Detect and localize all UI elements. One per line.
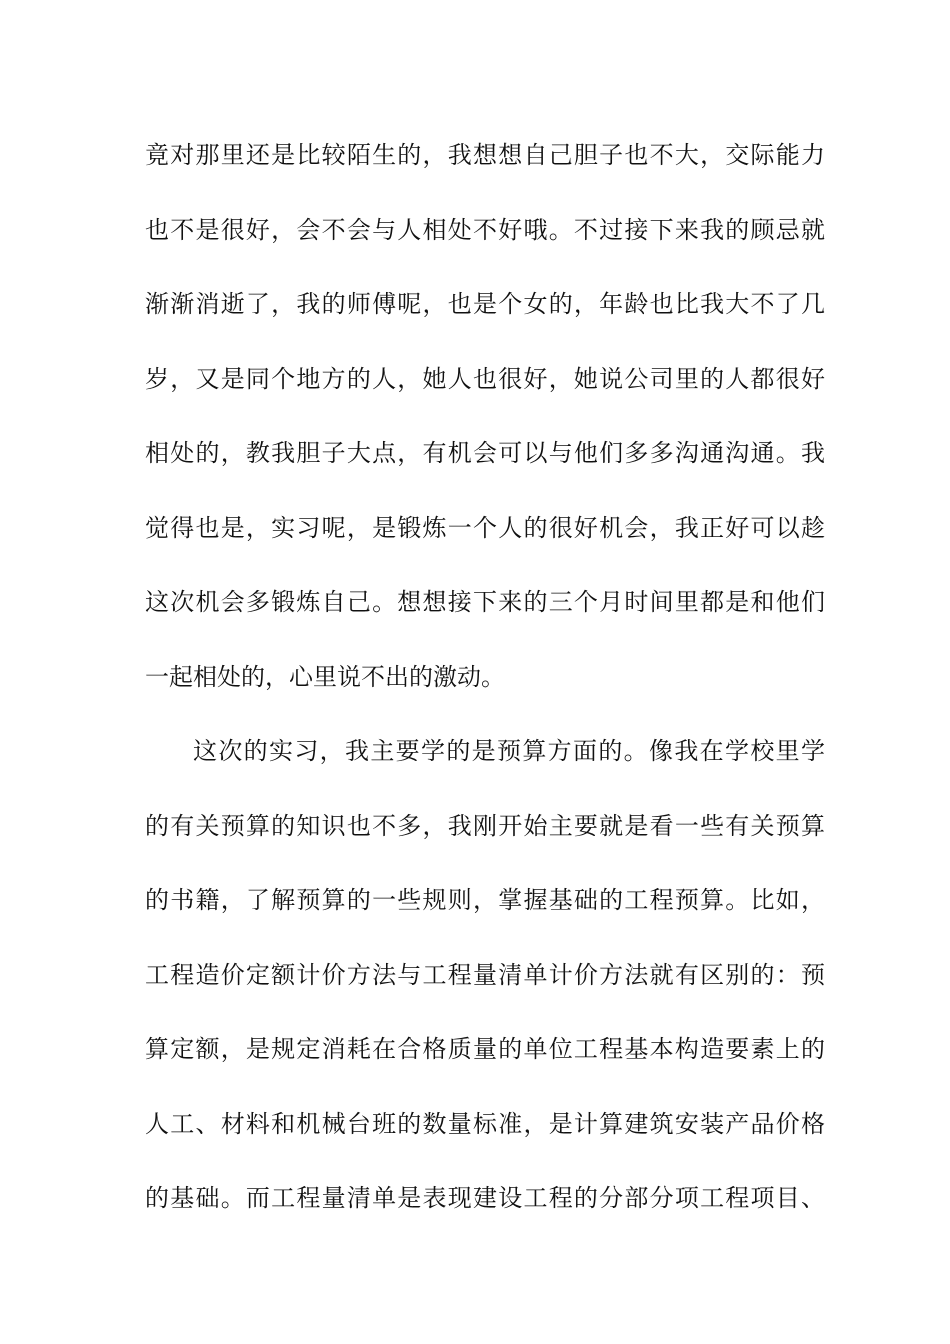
text-line: 人工、材料和机械台班的数量标准，是计算建筑安装产品价格 xyxy=(145,1109,825,1138)
text-line-paragraph-end: 一起相处的，心里说不出的激动。 xyxy=(145,662,505,691)
text-line: 工程造价定额计价方法与工程量清单计价方法就有区别的：预 xyxy=(145,960,825,989)
text-line: 的书籍，了解预算的一些规则，掌握基础的工程预算。比如， xyxy=(145,886,825,914)
text-line: 算定额，是规定消耗在合格质量的单位工程基本构造要素上的 xyxy=(145,1035,825,1063)
text-line: 也不是很好，会不会与人相处不好哦。不过接下来我的顾忌就 xyxy=(145,215,825,244)
text-line: 的有关预算的知识也不多，我刚开始主要就是看一些有关预算 xyxy=(145,811,825,840)
text-line: 相处的，教我胆子大点，有机会可以与他们多多沟通沟通。我 xyxy=(145,439,825,467)
text-line: 竟对那里还是比较陌生的，我想想自己胆子也不大，交际能力 xyxy=(145,141,825,169)
text-line: 岁，又是同个地方的人，她人也很好，她说公司里的人都很好 xyxy=(145,364,825,393)
text-line: 的基础。而工程量清单是表现建设工程的分部分项工程项目、 xyxy=(145,1184,825,1212)
text-line: 渐渐消逝了，我的师傅呢，也是个女的，年龄也比我大不了几 xyxy=(145,290,825,318)
body-text xyxy=(145,127,825,1245)
text-line: 觉得也是，实习呢，是锻炼一个人的很好机会，我正好可以趁 xyxy=(145,513,825,542)
text-line: 这次机会多锻炼自己。想想接下来的三个月时间里都是和他们 xyxy=(145,588,825,616)
text-line-paragraph-start: 这次的实习，我主要学的是预算方面的。像我在学校里学 xyxy=(193,737,825,765)
